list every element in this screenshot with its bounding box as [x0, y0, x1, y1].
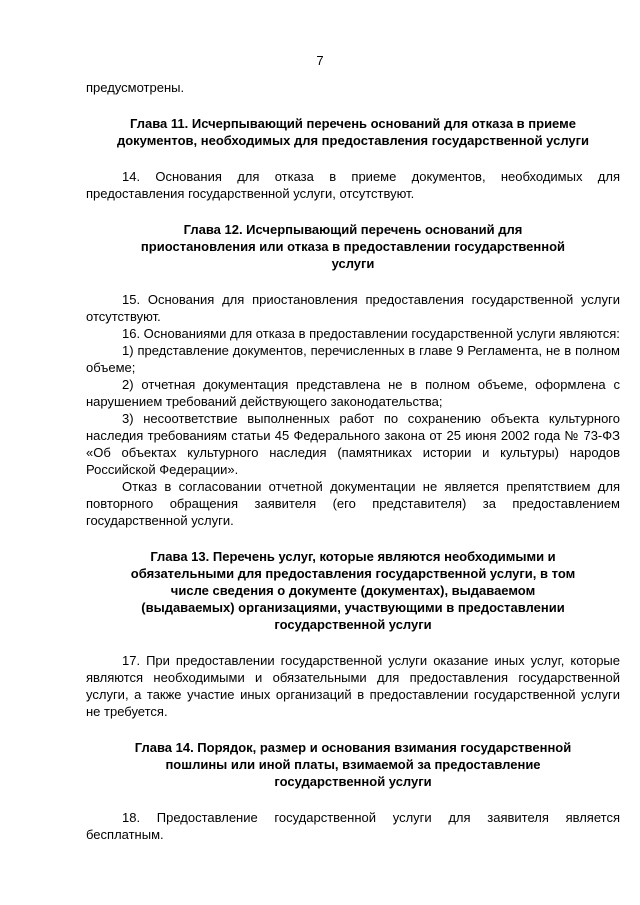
chapter-13-title: Глава 13. Перечень услуг, которые являются необходимыми и обязательными для предоставления государственной услуги, в том числе сведения о документе (документах), выдаваемом (выдаваемых) организациями, участвующими в предоставлении государственной услуги — [130, 549, 576, 632]
chapter-13 — [86, 548, 620, 720]
chapter-11 — [86, 115, 620, 202]
paragraph-14: 14. Основания для отказа в приеме документов, необходимых для предоставления государственной услуги, отсутствуют. — [86, 169, 620, 201]
page-number: 7 — [316, 53, 324, 68]
list-item-3: 3) несоответствие выполненных работ по сохранению объекта культурного наследия требованиям статьи 45 Федерального закона от 25 июня 2002 года № 73-ФЗ «Об объектах культурного наследия (памятниках истории и культуры) народов Российской Федерации». — [86, 411, 620, 477]
chapter-14-title: Глава 14. Порядок, размер и основания взимания государственной пошлины или иной платы, взимаемой за предоставление государственной услуги — [134, 740, 572, 789]
refusal-note: Отказ в согласовании отчетной документации не является препятствием для повторного обращения заявителя (его представителя) за предоставлением государственной услуги. — [86, 479, 620, 528]
page-content — [86, 79, 620, 843]
paragraph-15: 15. Основания для приостановления предоставления государственной услуги отсутствуют. — [86, 292, 620, 324]
paragraph-17: 17. При предоставлении государственной услуги оказание иных услуг, которые являются необходимыми и обязательными для предоставления государственной услуги, а также участие иных организаций в предоставлении государственной услуги не требуется. — [86, 653, 620, 719]
chapter-11-title: Глава 11. Исчерпывающий перечень оснований для отказа в приеме документов, необходимых для предоставления государственной услуги — [116, 116, 590, 148]
chapter-14 — [86, 739, 620, 843]
list-item-1: 1) представление документов, перечисленных в главе 9 Регламента, не в полном объеме; — [86, 343, 620, 375]
paragraph-16: 16. Основаниями для отказа в предоставлении государственной услуги являются: — [122, 326, 620, 341]
intro-text: предусмотрены. — [86, 80, 185, 95]
chapter-12 — [86, 221, 620, 529]
paragraph-18: 18. Предоставление государственной услуги для заявителя является бесплатным. — [86, 810, 620, 842]
list-item-2: 2) отчетная документация представлена не в полном объеме, оформлена с нарушением требований действующего законодательства; — [86, 377, 620, 409]
chapter-12-title: Глава 12. Исчерпывающий перечень оснований для приостановления или отказа в предоставлении государственной услуги — [140, 222, 566, 271]
